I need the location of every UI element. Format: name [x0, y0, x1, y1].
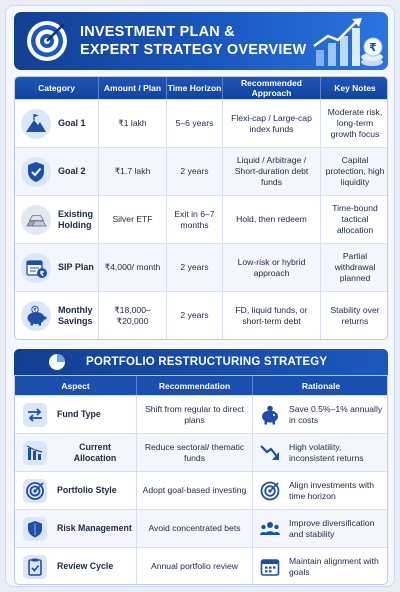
table-row — [15, 147, 388, 195]
table-row — [15, 471, 388, 509]
table-row — [15, 547, 388, 585]
approach-cell: Flexi-cap / Large-cap index funds — [223, 100, 321, 147]
rationale-text: Align investments with time horizon — [289, 479, 375, 501]
bar-chart-down-icon — [23, 441, 47, 465]
category-label: Existing Holding — [58, 208, 94, 230]
title-line-1: INVESTMENT PLAN & — [80, 24, 235, 40]
mountain-flag-icon — [21, 109, 51, 139]
page-title — [80, 23, 306, 59]
column-header-recommendation: Recommendation — [137, 376, 253, 395]
column-header-category: Category — [15, 77, 99, 99]
notes-cell: Stability over returns — [330, 304, 380, 326]
people-icon — [259, 518, 281, 540]
table-row — [15, 291, 388, 339]
pie-chart-icon — [48, 353, 66, 371]
aspect-label: Portfolio Style — [57, 485, 117, 495]
approach-cell: Liquid / Arbitrage / Short-duration debt funds — [223, 148, 321, 195]
aspect-label: Risk Management — [57, 523, 132, 533]
horizon-cell: Exit in 6–7 months — [167, 196, 223, 243]
rationale-text: High volatility, inconsistent returns — [289, 441, 364, 463]
growth-chart-rupee-icon — [310, 16, 384, 68]
recommendation-cell: Avoid concentrated bets — [137, 510, 253, 547]
recommendation-cell: Reduce sectoral/ thematic funds — [137, 434, 253, 471]
svg-text:₹: ₹ — [33, 307, 37, 313]
calendar-rupee-icon — [21, 253, 51, 283]
infographic — [5, 5, 395, 587]
piggy-bank-icon — [259, 404, 281, 426]
swap-arrows-icon — [23, 403, 47, 427]
amount-cell: ₹1.7 lakh — [99, 148, 167, 195]
svg-text:₹: ₹ — [369, 41, 377, 54]
amount-cell: ₹18,000– ₹20,000 — [99, 292, 167, 339]
column-header-notes: Key Notes — [321, 77, 388, 99]
investment-plan-table — [14, 76, 388, 340]
section-title: PORTFOLIO RESTRUCTURING STRATEGY — [86, 356, 328, 368]
column-header-aspect: Aspect — [15, 376, 137, 395]
aspect-label: Current Allocation — [73, 441, 117, 463]
column-header-approach: Recommended Approach — [223, 77, 321, 99]
horizon-cell: 2 years — [167, 244, 223, 291]
category-label: Goal 2 — [58, 166, 86, 176]
shield-check-icon — [21, 157, 51, 187]
piggy-bank-icon — [21, 301, 51, 331]
target-icon — [23, 479, 47, 503]
approach-cell: Low-risk or hybrid approach — [223, 244, 321, 291]
horizon-cell: 5–6 years — [167, 100, 223, 147]
horizon-cell: 2 years — [167, 148, 223, 195]
rationale-text: Maintain alignment with goals — [289, 555, 379, 577]
trend-down-icon — [259, 442, 281, 464]
amount-cell: Silver ETF — [99, 196, 167, 243]
column-header-horizon: Time Horizon — [167, 77, 223, 99]
aspect-label: Review Cycle — [57, 561, 114, 571]
header-banner — [14, 12, 388, 70]
svg-text:₹: ₹ — [39, 269, 45, 278]
amount-cell: ₹4,000/ month — [99, 244, 167, 291]
aspect-label: Fund Type — [57, 409, 101, 419]
column-header-rationale: Rationale — [253, 376, 388, 395]
horizon-cell: 2 years — [167, 292, 223, 339]
category-label: SIP Plan — [58, 262, 94, 272]
table-row — [15, 395, 388, 433]
category-label: Monthly Savings — [58, 304, 93, 326]
calendar-icon — [259, 556, 281, 578]
table-row — [15, 433, 388, 471]
recommendation-cell: Adopt goal-based investing — [137, 472, 253, 509]
shield-icon — [23, 517, 47, 541]
rationale-text: Improve diversification and stability — [289, 517, 375, 539]
notes-cell: Moderate risk, long-term growth focus — [327, 107, 383, 139]
notes-cell: Capital protection, high liquidity — [325, 155, 385, 187]
target-arrow-icon — [26, 20, 68, 62]
recommendation-cell: Annual portfolio review — [137, 548, 253, 585]
table-row — [15, 99, 388, 147]
category-label: Goal 1 — [58, 118, 86, 128]
notes-cell: Time-bound tactical allocation — [332, 203, 378, 235]
silver-bars-icon — [21, 205, 51, 235]
rationale-text: Save 0.5%–1% annually in costs — [289, 403, 383, 425]
amount-cell: ₹1 lakh — [99, 100, 167, 147]
table-row — [15, 195, 388, 243]
column-header-amount: Amount / Plan — [99, 77, 167, 99]
approach-cell: Hold, then redeem — [223, 196, 321, 243]
clipboard-check-icon — [23, 555, 47, 579]
restructuring-table — [14, 375, 388, 585]
target-icon — [259, 480, 281, 502]
table-row — [15, 509, 388, 547]
approach-cell: FD, liquid funds, or short-term debt — [223, 292, 321, 339]
notes-cell: Partial withdrawal planned — [334, 251, 376, 283]
title-line-2: EXPERT STRATEGY OVERVIEW — [80, 42, 307, 58]
recommendation-cell: Shift from regular to direct plans — [137, 396, 253, 433]
table-row — [15, 243, 388, 291]
restructuring-section-header — [14, 349, 388, 375]
